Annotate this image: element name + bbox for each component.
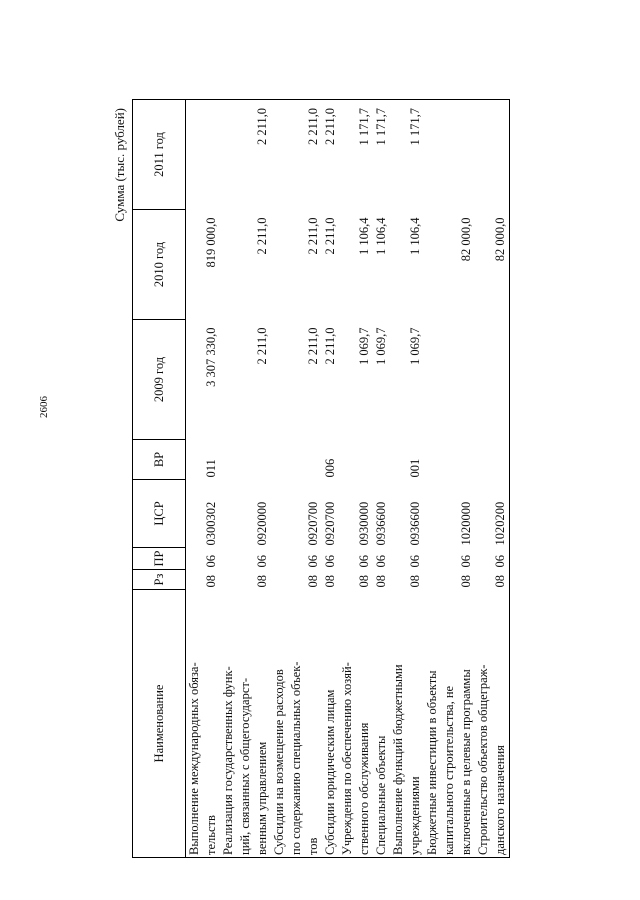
row-name-line: Субсидии юридическим лицам	[323, 689, 337, 855]
table-row	[186, 100, 221, 858]
row-name-line: данского назначения	[493, 745, 507, 855]
pr-cell: 06	[408, 555, 422, 568]
pr-cell: 06	[475, 548, 510, 570]
value-2011-cell: 2 211,0	[220, 100, 271, 210]
csr-cell: 0936600	[408, 501, 422, 546]
rz-cell: 08	[204, 575, 218, 588]
row-name-line: капитального строительства, не	[442, 685, 456, 855]
value-2009-cell: 1 069,7	[357, 327, 371, 365]
row-name-line: Строительство объектов общеграж-	[476, 664, 490, 855]
value-2010-cell: 2 211,0	[255, 217, 269, 255]
row-name-cell	[390, 590, 424, 858]
row-name-cell	[186, 590, 221, 858]
vr-cell	[424, 440, 475, 480]
value-2011-cell: 1 171,7	[373, 100, 390, 210]
header-2009: 2009 год	[133, 320, 186, 440]
table-row	[322, 100, 339, 858]
unit-label: Сумма (тыс. рублей)	[112, 108, 127, 222]
row-name-cell	[424, 590, 475, 858]
rz-cell: 08	[459, 575, 473, 588]
value-2011-cell: 2 211,0	[271, 100, 322, 210]
rotated-document-area	[112, 78, 532, 858]
page-number: 2606	[38, 396, 50, 418]
row-name-line: Субсидии на возмещение расходов	[272, 669, 286, 855]
row-name-line: Учреждения по обеспечению хозяй-	[340, 662, 354, 855]
table-row	[373, 100, 390, 858]
vr-cell: 011	[204, 459, 218, 478]
value-2009-cell	[424, 320, 475, 440]
rz-cell: 08	[374, 575, 388, 588]
row-name-line: тов	[306, 837, 320, 855]
rz-cell: 08	[306, 575, 320, 588]
vr-cell: 001	[408, 458, 422, 478]
rz-cell: 08	[255, 575, 269, 588]
pr-cell: 06	[374, 555, 388, 568]
vr-cell: 006	[323, 458, 337, 478]
csr-cell: 0920700	[306, 501, 320, 546]
value-2011-cell	[475, 100, 510, 210]
csr-cell: 0920700	[323, 501, 337, 546]
header-2011: 2011 год	[133, 100, 186, 210]
row-name-line: венным управлением	[255, 741, 269, 855]
csr-cell: 0920000	[255, 501, 269, 546]
row-name-line: ственного обслуживания	[357, 722, 371, 855]
header-name: Наименование	[133, 590, 186, 858]
row-name-line: включенные в целевые программы	[459, 669, 473, 855]
row-name-cell	[339, 590, 373, 858]
row-name-line: Бюджетные инвестиции в объекты	[425, 670, 439, 855]
budget-table	[132, 99, 510, 858]
row-name-line: тельств	[204, 815, 218, 855]
table-row	[220, 100, 271, 858]
value-2009-cell: 1 069,7	[408, 327, 422, 365]
value-2009-cell: 1 069,7	[374, 327, 388, 365]
rz-cell: 08	[408, 575, 422, 588]
table-body	[186, 100, 510, 858]
vr-cell	[373, 440, 390, 480]
table-header-row	[133, 100, 186, 858]
csr-cell: 0936600	[374, 501, 388, 546]
row-name-line: Специальные объекты	[374, 735, 388, 855]
rz-cell: 08	[475, 570, 510, 590]
pr-cell: 06	[306, 555, 320, 568]
value-2010-cell: 1 106,4	[374, 217, 388, 255]
table-row	[271, 100, 322, 858]
pr-cell: 06	[459, 555, 473, 568]
row-name-line: ций, связанных с общегосударст-	[238, 677, 252, 855]
table-row	[339, 100, 373, 858]
value-2010-cell: 82 000,0	[475, 210, 510, 320]
pr-cell: 06	[255, 555, 269, 568]
value-2010-cell: 82 000,0	[459, 217, 473, 262]
pr-cell: 06	[323, 555, 337, 568]
pr-cell: 06	[204, 555, 218, 568]
header-vr: ВР	[133, 440, 186, 480]
value-2010-cell: 2 211,0	[323, 217, 337, 255]
value-2009-cell	[475, 320, 510, 440]
csr-cell: 1020200	[475, 480, 510, 548]
row-name-cell	[373, 590, 390, 858]
row-name-cell	[271, 590, 322, 858]
table-row	[424, 100, 475, 858]
header-csr: ЦСР	[133, 480, 186, 548]
value-2009-cell: 2 211,0	[323, 327, 337, 365]
value-2010-cell: 1 106,4	[408, 217, 422, 255]
value-2011-cell: 1 171,7	[339, 100, 373, 210]
value-2010-cell: 819 000,0	[204, 217, 218, 268]
row-name-line: по содержанию специальных объек-	[289, 661, 303, 855]
csr-cell: 0930000	[357, 501, 371, 546]
csr-cell: 1020000	[459, 501, 473, 546]
header-2010: 2010 год	[133, 210, 186, 320]
value-2009-cell: 2 211,0	[255, 327, 269, 365]
row-name-line: учреждениями	[408, 776, 422, 855]
rz-cell: 08	[357, 575, 371, 588]
value-2009-cell: 2 211,0	[306, 327, 320, 365]
row-name-cell	[322, 590, 339, 858]
rz-cell: 08	[323, 575, 337, 588]
value-2011-cell: 1 171,7	[390, 100, 424, 210]
header-rz: Рз	[133, 570, 186, 590]
table-row	[475, 100, 510, 858]
row-name-line: Выполнение международных обяза-	[187, 662, 201, 855]
value-2011-cell: 2 211,0	[322, 100, 339, 210]
row-name-line: Выполнение функций бюджетными	[391, 664, 405, 855]
value-2010-cell: 1 106,4	[357, 217, 371, 255]
row-name-cell	[475, 590, 510, 858]
row-name-line: Реализация государственных функ-	[221, 666, 235, 855]
header-pr: ПР	[133, 548, 186, 570]
vr-cell	[475, 440, 510, 480]
vr-cell	[339, 440, 373, 480]
csr-cell: 0300302	[204, 501, 218, 546]
value-2010-cell: 2 211,0	[306, 217, 320, 255]
value-2009-cell: 3 307 330,0	[204, 327, 218, 387]
value-2011-cell	[186, 100, 221, 210]
table-row	[390, 100, 424, 858]
row-name-cell	[220, 590, 271, 858]
value-2011-cell	[424, 100, 475, 210]
vr-cell	[220, 440, 271, 480]
vr-cell	[271, 440, 322, 480]
pr-cell: 06	[357, 555, 371, 568]
